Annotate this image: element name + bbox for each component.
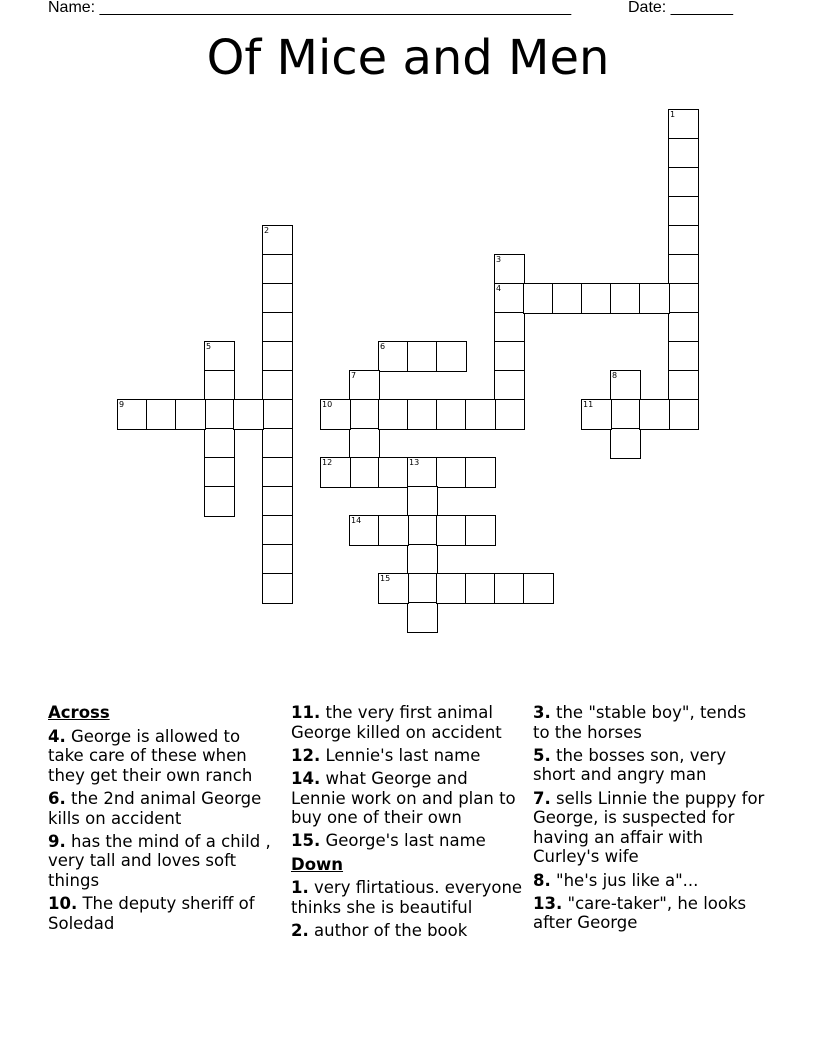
grid-cell[interactable] [378,457,409,488]
grid-cell[interactable] [407,602,438,633]
clue-text: very flirtatious. everyone thinks she is beautiful [291,878,523,917]
grid-cell[interactable] [407,544,438,575]
grid-cell[interactable] [610,399,641,430]
grid-cell[interactable] [407,486,438,517]
grid-cell[interactable] [262,544,293,575]
grid-cell[interactable] [378,515,409,546]
grid-cell[interactable] [407,399,438,430]
grid-cell[interactable] [349,370,380,401]
grid-cell[interactable] [262,457,293,488]
grid-cell[interactable] [436,341,467,372]
grid-cell[interactable] [262,370,293,401]
clue-number: 12. [291,745,321,765]
clue-number: 1. [291,878,309,898]
grid-cell[interactable] [407,341,438,372]
grid-cell[interactable] [262,428,293,459]
grid-cell[interactable] [262,254,293,285]
clue-heading: Down [291,854,344,874]
grid-cell[interactable] [639,283,670,314]
clue-item [533,746,765,785]
clue-item [291,921,523,941]
clue-number-label: 1 [670,110,676,119]
grid-cell[interactable] [204,370,235,401]
grid-cell[interactable] [349,399,380,430]
grid-cell[interactable] [465,399,496,430]
grid-cell[interactable] [262,399,293,430]
clue-number: 14. [291,768,321,788]
grid-cell[interactable] [668,341,699,372]
clue-number: 6. [48,788,66,808]
clue-item [48,894,280,933]
grid-cell[interactable] [668,138,699,169]
grid-cell[interactable] [668,225,699,256]
clue-text: the "stable boy", tends to the horses [533,703,747,742]
grid-cell[interactable] [146,399,177,430]
clue-number: 2. [291,920,309,940]
clue-number-label: 11 [583,400,594,409]
clue-number: 9. [48,831,66,851]
clue-number: 4. [48,726,66,746]
clue-item [291,703,523,742]
grid-cell[interactable] [494,254,525,285]
clue-number: 15. [291,831,321,851]
grid-cell[interactable] [262,312,293,343]
grid-cell[interactable] [204,399,235,430]
grid-cell[interactable] [378,399,409,430]
grid-cell[interactable] [320,399,351,430]
clue-text: the 2nd animal George kills on accident [48,788,262,828]
page-title: Of Mice and Men [206,30,610,86]
name-field[interactable]: Name: _____________________________________________________ [48,0,572,16]
clue-number-label: 8 [612,371,618,380]
grid-cell[interactable] [262,225,293,256]
grid-cell[interactable] [494,399,525,430]
clue-text: "he's jus like a"... [550,870,699,890]
clue-number: 3. [533,703,551,722]
grid-cell[interactable] [262,283,293,314]
clue-item [533,703,765,742]
grid-cell[interactable] [233,399,264,430]
grid-cell[interactable] [494,283,525,314]
grid-cell[interactable] [552,283,583,314]
grid-cell[interactable] [436,515,467,546]
date-field[interactable]: Date: _______ [628,0,733,16]
grid-cell[interactable] [668,312,699,343]
grid-cell[interactable] [349,457,380,488]
clue-item [291,831,523,851]
grid-cell[interactable] [668,196,699,227]
clue-number-label: 13 [409,458,420,467]
grid-cell[interactable] [378,573,409,604]
grid-cell[interactable] [349,428,380,459]
clue-item [291,746,523,766]
grid-cell[interactable] [204,428,235,459]
clue-text: George is allowed to take care of these when they get their own ranch [48,726,253,785]
grid-cell[interactable] [494,370,525,401]
clue-heading: Across [48,703,110,722]
clue-text: what George and Lennie work on and plan to buy one of their own [291,768,516,828]
grid-cell[interactable] [465,515,496,546]
clue-number-label: 2 [264,226,270,235]
clue-item [533,894,765,933]
grid-cell[interactable] [262,573,293,604]
grid-cell[interactable] [349,515,380,546]
clue-number: 7. [533,788,551,808]
grid-cell[interactable] [610,370,641,401]
clue-column-3 [533,703,765,937]
grid-cell[interactable] [407,457,438,488]
clue-number-label: 15 [380,574,391,583]
clue-number: 11. [291,703,321,722]
grid-cell[interactable] [668,167,699,198]
grid-cell[interactable] [494,312,525,343]
clue-column-2 [291,703,523,944]
clue-text: The deputy sheriff of Soledad [48,894,255,933]
grid-cell[interactable] [494,573,525,604]
clue-number-label: 7 [351,371,357,380]
clue-text: the very first animal George killed on accident [291,703,502,742]
clue-item [48,789,280,828]
grid-cell[interactable] [320,457,351,488]
clue-item [48,727,280,786]
grid-cell[interactable] [668,370,699,401]
grid-cell[interactable] [262,515,293,546]
clue-column-1 [48,703,280,937]
clue-number-label: 5 [206,342,212,351]
clue-number-label: 3 [496,255,502,264]
clue-number: 10. [48,894,78,914]
grid-cell[interactable] [668,283,699,314]
grid-cell[interactable] [639,399,670,430]
clue-text: "care-taker", he looks after George [533,893,747,933]
clue-number-label: 10 [322,400,333,409]
grid-cell[interactable] [436,457,467,488]
grid-cell[interactable] [668,399,699,430]
grid-cell[interactable] [581,283,612,314]
grid-cell[interactable] [175,399,206,430]
grid-cell[interactable] [494,341,525,372]
clue-text: author of the book [308,920,468,940]
grid-cell[interactable] [204,457,235,488]
clue-number: 8. [533,870,551,890]
clue-number: 13. [533,893,563,913]
grid-cell[interactable] [523,573,554,604]
clue-number-label: 14 [351,516,362,525]
grid-cell[interactable] [465,573,496,604]
grid-cell[interactable] [262,341,293,372]
clue-number: 5. [533,745,551,765]
clue-text: Lennie's last name [320,745,481,765]
grid-cell[interactable] [204,486,235,517]
grid-cell[interactable] [436,573,467,604]
clue-number-label: 6 [380,342,386,351]
clue-number-label: 12 [322,458,333,467]
grid-cell[interactable] [610,283,641,314]
grid-cell[interactable] [436,399,467,430]
grid-cell[interactable] [668,254,699,285]
clue-text: has the mind of a child , very tall and loves soft things [48,831,271,890]
grid-cell[interactable] [407,573,438,604]
grid-cell[interactable] [581,399,612,430]
grid-cell[interactable] [262,486,293,517]
grid-cell[interactable] [117,399,148,430]
clue-item [533,871,765,891]
grid-cell[interactable] [668,109,699,140]
clue-number-label: 4 [496,284,502,293]
grid-cell[interactable] [610,428,641,459]
grid-cell[interactable] [407,515,438,546]
grid-cell[interactable] [378,341,409,372]
grid-cell[interactable] [465,457,496,488]
clue-item [533,789,765,867]
clue-text: sells Linnie the puppy for George, is suspected for having an affair with Curley's wife [533,788,765,867]
clue-item [291,878,523,917]
clue-text: the bosses son, very short and angry man [533,745,727,785]
clue-item [291,769,523,828]
grid-cell[interactable] [523,283,554,314]
clue-text: George's last name [320,831,486,851]
clue-item [48,832,280,891]
clue-number-label: 9 [119,400,125,409]
grid-cell[interactable] [204,341,235,372]
